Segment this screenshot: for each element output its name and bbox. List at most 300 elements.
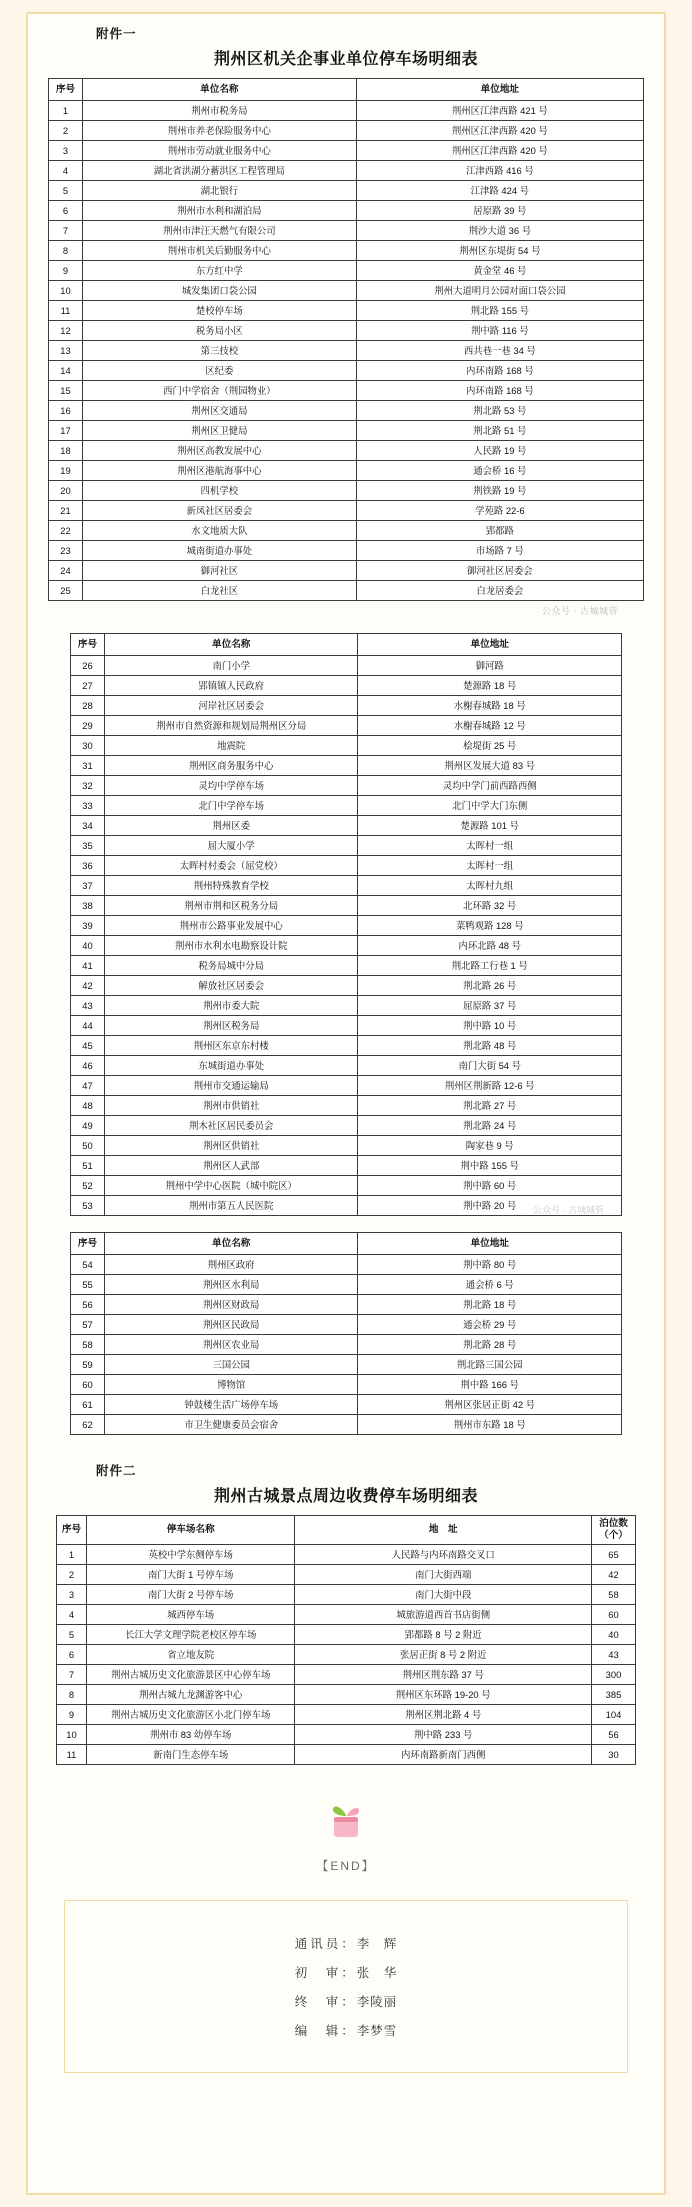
table-cell-1: 水文地质大队 — [83, 521, 357, 541]
table-cell-2: 荆州区荆东路 37 号 — [295, 1664, 592, 1684]
table-cell-1: 白龙社区 — [83, 581, 357, 601]
table-cell-0: 2 — [49, 121, 83, 141]
table-cell-3: 300 — [592, 1664, 636, 1684]
table-cell-0: 53 — [71, 1196, 105, 1216]
table-cell-2: 人民路与内环南路交叉口 — [295, 1544, 592, 1564]
table-cell-2: 荆州区荆新路 12-6 号 — [358, 1076, 622, 1096]
table-row — [49, 221, 644, 241]
credit-name: 李 辉 — [356, 1936, 398, 1951]
table-cell-1: 荆州区高教发展中心 — [83, 441, 357, 461]
col-header-addr: 单位地址 — [356, 79, 643, 101]
table-cell-2: 郢都路 — [356, 521, 643, 541]
attachment-1-part2-table — [70, 633, 622, 1216]
table-cell-2: 荆中路 155 号 — [358, 1156, 622, 1176]
table-cell-1: 荆州市交通运输局 — [105, 1076, 358, 1096]
table-row — [71, 1255, 622, 1275]
end-text: 【END】 — [316, 1858, 376, 1873]
attachment-2-table — [56, 1515, 636, 1765]
table-cell-2: 楚源路 18 号 — [358, 676, 622, 696]
table-row — [49, 241, 644, 261]
table-cell-1: 城发集团口袋公园 — [83, 281, 357, 301]
table-cell-2: 黄金堂 46 号 — [356, 261, 643, 281]
table-cell-2: 荆州区张居正街 42 号 — [358, 1395, 622, 1415]
table-row — [57, 1624, 636, 1644]
table-cell-0: 23 — [49, 541, 83, 561]
credit-row — [65, 1963, 627, 1981]
table-cell-1: 省立地友院 — [87, 1644, 295, 1664]
table-cell-0: 8 — [49, 241, 83, 261]
table-cell-1: 荆州区供销社 — [105, 1136, 358, 1156]
table-cell-1: 荆州古城历史文化旅游区小北门停车场 — [87, 1704, 295, 1724]
table-cell-3: 65 — [592, 1544, 636, 1564]
table-row — [49, 121, 644, 141]
table-cell-0: 37 — [71, 876, 105, 896]
table-header-row — [71, 1233, 622, 1255]
table-cell-1: 屈大厦小学 — [105, 836, 358, 856]
table-cell-1: 太晖村村委会（屈党校） — [105, 856, 358, 876]
table-cell-1: 北门中学停车场 — [105, 796, 358, 816]
table-row — [49, 181, 644, 201]
table-cell-0: 3 — [57, 1584, 87, 1604]
table-cell-2: 荆州区江津西路 421 号 — [356, 101, 643, 121]
table-cell-0: 26 — [71, 656, 105, 676]
table-cell-0: 3 — [49, 141, 83, 161]
table-cell-0: 24 — [49, 561, 83, 581]
table-cell-0: 21 — [49, 501, 83, 521]
table-cell-2: 荆北路 51 号 — [356, 421, 643, 441]
table-row — [57, 1744, 636, 1764]
attachment-2-title: 荆州古城景点周边收费停车场明细表 — [213, 1488, 478, 1505]
table-row — [57, 1724, 636, 1744]
credit-label: 编 辑： — [294, 2023, 357, 2038]
table-cell-2: 通会桥 29 号 — [358, 1315, 622, 1335]
table-cell-1: 税务局小区 — [83, 321, 357, 341]
table-cell-0: 4 — [57, 1604, 87, 1624]
table-cell-2: 荆州区江津西路 420 号 — [356, 141, 643, 161]
table-cell-0: 45 — [71, 1036, 105, 1056]
attachment-1-table-wrap — [34, 78, 658, 601]
table-cell-1: 东城街道办事处 — [105, 1056, 358, 1076]
table-cell-2: 太晖村九组 — [358, 876, 622, 896]
table-cell-0: 44 — [71, 1016, 105, 1036]
table-cell-1: 荆州区卫健局 — [83, 421, 357, 441]
table-row — [71, 1176, 622, 1196]
table-cell-1: 区纪委 — [83, 361, 357, 381]
table-cell-0: 16 — [49, 401, 83, 421]
table-cell-2: 荆北路 28 号 — [358, 1335, 622, 1355]
table-row — [71, 1395, 622, 1415]
table-cell-0: 52 — [71, 1176, 105, 1196]
table-row — [49, 301, 644, 321]
table-row — [57, 1544, 636, 1564]
table-cell-1: 荆州区水利局 — [105, 1275, 358, 1295]
table-row — [71, 976, 622, 996]
table-cell-2: 灵均中学门前西路西侧 — [358, 776, 622, 796]
table-row — [49, 421, 644, 441]
table-cell-1: 新南门生态停车场 — [87, 1744, 295, 1764]
table-cell-0: 38 — [71, 896, 105, 916]
table-cell-0: 31 — [71, 756, 105, 776]
table-cell-1: 荆州区商务服务中心 — [105, 756, 358, 776]
table-cell-1: 荆州区人武部 — [105, 1156, 358, 1176]
table-cell-2: 内环南路新南门西侧 — [295, 1744, 592, 1764]
table-cell-0: 11 — [57, 1744, 87, 1764]
table-cell-0: 7 — [49, 221, 83, 241]
table-cell-0: 6 — [57, 1644, 87, 1664]
table-cell-2: 白龙居委会 — [356, 581, 643, 601]
end-block — [34, 1799, 658, 1874]
table-row — [71, 1096, 622, 1116]
table-cell-0: 11 — [49, 301, 83, 321]
table-cell-0: 32 — [71, 776, 105, 796]
table-cell-1: 长江大学文理学院老校区停车场 — [87, 1624, 295, 1644]
table-cell-1: 御河社区 — [83, 561, 357, 581]
table-row — [57, 1684, 636, 1704]
table-cell-0: 5 — [49, 181, 83, 201]
table-row — [71, 936, 622, 956]
table-cell-0: 9 — [49, 261, 83, 281]
table-cell-0: 34 — [71, 816, 105, 836]
table-cell-1: 湖北银行 — [83, 181, 357, 201]
col-header-lot-name: 停车场名称 — [87, 1516, 295, 1545]
table-cell-1: 博物馆 — [105, 1375, 358, 1395]
table-cell-1: 荆州区税务局 — [105, 1016, 358, 1036]
table-cell-0: 47 — [71, 1076, 105, 1096]
table-cell-0: 29 — [71, 716, 105, 736]
table-cell-0: 19 — [49, 461, 83, 481]
table-cell-2: 荆州大道明月公园对面口袋公园 — [356, 281, 643, 301]
table-cell-2: 荆州区江津西路 420 号 — [356, 121, 643, 141]
credit-label: 初 审： — [294, 1965, 357, 1980]
table-cell-2: 通会桥 6 号 — [358, 1275, 622, 1295]
table-row — [49, 321, 644, 341]
table-cell-0: 10 — [57, 1724, 87, 1744]
table-row — [57, 1604, 636, 1624]
credit-row — [65, 2021, 627, 2039]
table-cell-0: 62 — [71, 1415, 105, 1435]
watermark-1: 公众号 · 古城城管 — [542, 606, 618, 616]
table-cell-2: 荆中路 80 号 — [358, 1255, 622, 1275]
table-cell-1: 荆州区财政局 — [105, 1295, 358, 1315]
table-cell-0: 9 — [57, 1704, 87, 1724]
table-cell-2: 北门中学大门东侧 — [358, 796, 622, 816]
table-cell-0: 51 — [71, 1156, 105, 1176]
table-row — [49, 141, 644, 161]
table-cell-2: 楚源路 101 号 — [358, 816, 622, 836]
table-row — [71, 896, 622, 916]
table-row — [71, 816, 622, 836]
attachment-2-label: 附件二 — [96, 1464, 137, 1478]
table-row — [49, 161, 644, 181]
table-cell-0: 15 — [49, 381, 83, 401]
table-cell-1: 城西停车场 — [87, 1604, 295, 1624]
table-cell-2: 南门大街西端 — [295, 1564, 592, 1584]
table-cell-2: 荆北路 48 号 — [358, 1036, 622, 1056]
table-cell-2: 水榭春城路 18 号 — [358, 696, 622, 716]
table-cell-1: 荆州市税务局 — [83, 101, 357, 121]
table-cell-3: 385 — [592, 1684, 636, 1704]
table-cell-1: 郢镇镇人民政府 — [105, 676, 358, 696]
table-row — [71, 756, 622, 776]
credit-name: 李陵丽 — [356, 1994, 398, 2009]
table-cell-2: 荆中路 60 号 — [358, 1176, 622, 1196]
watermark-2: 公众号 · 古城城管 — [533, 1205, 604, 1215]
table-header-row — [71, 634, 622, 656]
table-cell-3: 40 — [592, 1624, 636, 1644]
table-cell-0: 6 — [49, 201, 83, 221]
table-cell-0: 18 — [49, 441, 83, 461]
table-row — [57, 1704, 636, 1724]
table-cell-0: 25 — [49, 581, 83, 601]
table-cell-1: 地震院 — [105, 736, 358, 756]
table-cell-1: 荆州市第五人民医院 — [105, 1196, 358, 1216]
attachment-2-body — [57, 1544, 636, 1764]
table-cell-2: 荆北路 27 号 — [358, 1096, 622, 1116]
table-row — [71, 1295, 622, 1315]
table-row — [71, 656, 622, 676]
table-row — [49, 401, 644, 421]
table-row — [71, 1016, 622, 1036]
table-cell-0: 60 — [71, 1375, 105, 1395]
table-cell-2: 荆北路 53 号 — [356, 401, 643, 421]
table-row — [49, 361, 644, 381]
col-header-address: 地 址 — [295, 1516, 592, 1545]
table-cell-0: 50 — [71, 1136, 105, 1156]
table-cell-0: 54 — [71, 1255, 105, 1275]
table-cell-1: 荆州市机关后勤服务中心 — [83, 241, 357, 261]
table-cell-1: 钟鼓楼生活广场停车场 — [105, 1395, 358, 1415]
table-cell-1: 楚校停车场 — [83, 301, 357, 321]
table-row — [71, 1355, 622, 1375]
table-cell-0: 28 — [71, 696, 105, 716]
table-cell-2: 学苑路 22-6 — [356, 501, 643, 521]
table-cell-2: 荆州区东环路 19-20 号 — [295, 1684, 592, 1704]
table-cell-2: 屈原路 37 号 — [358, 996, 622, 1016]
table-cell-0: 4 — [49, 161, 83, 181]
table-cell-3: 30 — [592, 1744, 636, 1764]
table-cell-1: 第三技校 — [83, 341, 357, 361]
table-cell-0: 43 — [71, 996, 105, 1016]
table-cell-1: 荆州中学中心医院（城中院区） — [105, 1176, 358, 1196]
attachment-1-title: 荆州区机关企事业单位停车场明细表 — [213, 51, 478, 68]
plant-icon — [34, 1799, 658, 1847]
table-cell-3: 42 — [592, 1564, 636, 1584]
table-cell-2: 内环北路 48 号 — [358, 936, 622, 956]
table-cell-0: 22 — [49, 521, 83, 541]
table-row — [49, 521, 644, 541]
table-row — [49, 581, 644, 601]
table-cell-0: 5 — [57, 1624, 87, 1644]
credit-name: 张 华 — [356, 1965, 398, 1980]
table-row — [71, 1116, 622, 1136]
table-cell-1: 新凤社区居委会 — [83, 501, 357, 521]
table-row — [49, 461, 644, 481]
table-row — [49, 381, 644, 401]
table-cell-1: 英校中学东侧停车场 — [87, 1544, 295, 1564]
table-row — [71, 876, 622, 896]
col-header-name: 单位名称 — [83, 79, 357, 101]
table-row — [71, 696, 622, 716]
table-row — [71, 1315, 622, 1335]
table-cell-3: 43 — [592, 1644, 636, 1664]
table-cell-1: 南门大街 2 号停车场 — [87, 1584, 295, 1604]
table-cell-1: 河岸社区居委会 — [105, 696, 358, 716]
attachment-1-part3-table — [70, 1232, 622, 1435]
table-cell-3: 60 — [592, 1604, 636, 1624]
table-cell-0: 42 — [71, 976, 105, 996]
table-cell-2: 陶家巷 9 号 — [358, 1136, 622, 1156]
attachment-1-part2-wrap — [34, 633, 658, 1216]
attachment-1-part3-wrap — [34, 1232, 658, 1435]
col-header-no: 序号 — [49, 79, 83, 101]
table-cell-2: 郢都路 8 号 2 附近 — [295, 1624, 592, 1644]
table-cell-0: 59 — [71, 1355, 105, 1375]
table-cell-0: 40 — [71, 936, 105, 956]
table-cell-1: 荆州市养老保险服务中心 — [83, 121, 357, 141]
table-row — [71, 956, 622, 976]
table-cell-3: 56 — [592, 1724, 636, 1744]
attachment-1-table — [48, 78, 644, 601]
col-header-addr: 单位地址 — [358, 634, 622, 656]
credit-row — [65, 1934, 627, 1952]
table-row — [71, 996, 622, 1016]
table-cell-0: 14 — [49, 361, 83, 381]
col-header-name: 单位名称 — [105, 1233, 358, 1255]
table-cell-2: 人民路 19 号 — [356, 441, 643, 461]
attachment-1-body — [49, 101, 644, 601]
table-cell-1: 荆州市供销社 — [105, 1096, 358, 1116]
table-cell-0: 41 — [71, 956, 105, 976]
attachment-1-label: 附件一 — [96, 27, 137, 41]
table-cell-1: 荆州市委大院 — [105, 996, 358, 1016]
table-cell-3: 104 — [592, 1704, 636, 1724]
table-cell-2: 太晖村一组 — [358, 836, 622, 856]
table-cell-2: 城旅游道西首书店街侧 — [295, 1604, 592, 1624]
table-cell-2: 荆北路 18 号 — [358, 1295, 622, 1315]
table-row — [71, 1156, 622, 1176]
table-cell-2: 江津路 424 号 — [356, 181, 643, 201]
table-row — [49, 501, 644, 521]
col-header-no: 序号 — [71, 634, 105, 656]
table-cell-2: 江津西路 416 号 — [356, 161, 643, 181]
table-row — [71, 776, 622, 796]
table-cell-0: 1 — [49, 101, 83, 121]
col-header-name: 单位名称 — [105, 634, 358, 656]
table-cell-2: 菜鸭观路 128 号 — [358, 916, 622, 936]
table-cell-2: 太晖村一组 — [358, 856, 622, 876]
table-cell-1: 荆州市水利和湖泊局 — [83, 201, 357, 221]
col-header-addr: 单位地址 — [358, 1233, 622, 1255]
col-header-no: 序号 — [57, 1516, 87, 1545]
table-cell-2: 荆州区荆北路 4 号 — [295, 1704, 592, 1724]
table-row — [71, 916, 622, 936]
table-cell-2: 荆北路 26 号 — [358, 976, 622, 996]
table-cell-0: 36 — [71, 856, 105, 876]
table-cell-0: 17 — [49, 421, 83, 441]
table-row — [57, 1584, 636, 1604]
table-cell-2: 荆州区东堤街 54 号 — [356, 241, 643, 261]
table-row — [49, 201, 644, 221]
table-cell-2: 北环路 32 号 — [358, 896, 622, 916]
table-cell-1: 荆州市公路事业发展中心 — [105, 916, 358, 936]
credit-label: 终 审： — [294, 1994, 357, 2009]
table-cell-1: 荆州区政府 — [105, 1255, 358, 1275]
table-cell-1: 荆州市水利水电勘察设计院 — [105, 936, 358, 956]
table-cell-1: 荆州市劳动就业服务中心 — [83, 141, 357, 161]
table-row — [71, 1036, 622, 1056]
table-cell-1: 荆木社区居民委员会 — [105, 1116, 358, 1136]
table-cell-2: 荆北路 155 号 — [356, 301, 643, 321]
table-cell-1: 荆州市荆和区税务分局 — [105, 896, 358, 916]
credit-row — [65, 1992, 627, 2010]
table-cell-2: 桧堤街 25 号 — [358, 736, 622, 756]
table-cell-2: 荆中路 20 号 — [358, 1196, 622, 1216]
table-cell-1: 荆州特殊教育学校 — [105, 876, 358, 896]
table-cell-0: 27 — [71, 676, 105, 696]
table-row — [49, 441, 644, 461]
table-cell-1: 荆州市自然资源和规划局荆州区分局 — [105, 716, 358, 736]
table-cell-0: 1 — [57, 1544, 87, 1564]
table-row — [57, 1644, 636, 1664]
table-cell-1: 税务局城中分局 — [105, 956, 358, 976]
table-cell-0: 20 — [49, 481, 83, 501]
table-cell-0: 10 — [49, 281, 83, 301]
table-cell-3: 58 — [592, 1584, 636, 1604]
attachment-2-table-wrap — [34, 1515, 658, 1765]
table-cell-0: 8 — [57, 1684, 87, 1704]
table-cell-2: 南门大街 54 号 — [358, 1056, 622, 1076]
table-row — [57, 1664, 636, 1684]
table-cell-1: 南门小学 — [105, 656, 358, 676]
table-cell-0: 57 — [71, 1315, 105, 1335]
table-cell-2: 荆中路 10 号 — [358, 1016, 622, 1036]
table-cell-1: 荆州区委 — [105, 816, 358, 836]
table-cell-2: 荆北路三国公园 — [358, 1355, 622, 1375]
credits-box — [64, 1900, 628, 2073]
table-row — [49, 541, 644, 561]
table-cell-0: 48 — [71, 1096, 105, 1116]
table-cell-2: 荆铁路 19 号 — [356, 481, 643, 501]
table-row — [71, 1375, 622, 1395]
col-header-no: 序号 — [71, 1233, 105, 1255]
table-cell-1: 南门大街 1 号停车场 — [87, 1564, 295, 1584]
table-row — [71, 1275, 622, 1295]
table-cell-0: 7 — [57, 1664, 87, 1684]
table-cell-1: 荆州市津汪天燃气有限公司 — [83, 221, 357, 241]
table-cell-0: 46 — [71, 1056, 105, 1076]
col-header-slots: 泊位数（个） — [592, 1516, 636, 1545]
table-cell-0: 56 — [71, 1295, 105, 1315]
table-cell-2: 御河社区居委会 — [356, 561, 643, 581]
table-cell-1: 荆州区港航海事中心 — [83, 461, 357, 481]
table-cell-0: 58 — [71, 1335, 105, 1355]
table-cell-2: 西共巷一巷 34 号 — [356, 341, 643, 361]
table-cell-0: 30 — [71, 736, 105, 756]
table-header-row — [49, 79, 644, 101]
table-row — [57, 1564, 636, 1584]
table-cell-1: 市卫生健康委员会宿舍 — [105, 1415, 358, 1435]
table-cell-1: 荆州古城历史文化旅游景区中心停车场 — [87, 1664, 295, 1684]
table-cell-0: 39 — [71, 916, 105, 936]
attachment-1-part2-body — [71, 656, 622, 1216]
table-row — [71, 1415, 622, 1435]
table-row — [49, 261, 644, 281]
table-cell-2: 通会桥 16 号 — [356, 461, 643, 481]
table-cell-2: 荆中路 166 号 — [358, 1375, 622, 1395]
table-cell-0: 35 — [71, 836, 105, 856]
table-cell-0: 49 — [71, 1116, 105, 1136]
table-cell-1: 荆州古城九龙渊游客中心 — [87, 1684, 295, 1704]
